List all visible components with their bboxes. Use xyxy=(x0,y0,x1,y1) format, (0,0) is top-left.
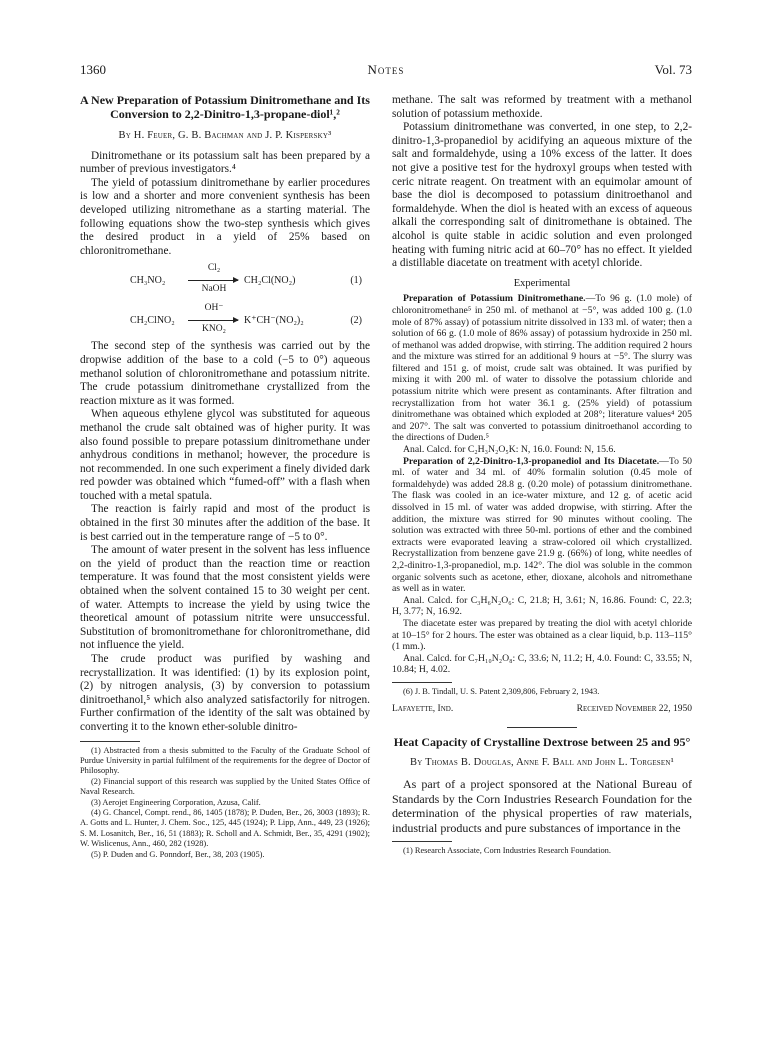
footnote-rule xyxy=(392,682,452,683)
equation-rhs: K⁺CH⁻(NO₂)₂ xyxy=(244,315,304,327)
procedure-title: Preparation of 2,2-Dinitro-1,3-propanediol and Its Diacetate. xyxy=(403,455,660,467)
right-column xyxy=(392,94,692,856)
paragraph: The reaction is fairly rapid and most of the product is obtained in the first 30 minutes after the addition of the base. It is best carried out in the temperature range of −5 to 0°. xyxy=(80,503,370,543)
paragraph: methane. The salt was reformed by treatment with a methanol solution of potassium methoxide. xyxy=(392,94,692,120)
footnote-rule xyxy=(80,741,140,742)
reaction-arrow xyxy=(188,280,238,281)
article-authors: By Thomas B. Douglas, Anne F. Ball and John L. Torgesen¹ xyxy=(410,757,674,769)
procedure-text: —To 50 ml. of water and 34 ml. of 40% formalin solution (0.45 mole of formaldehyde) was added 28.8 g. (0.20 mole) of potassium dinitromethane. The flask was cooled in an ice-water mixture, and 12 g. of acetic acid dissolved in 15 ml. of water was added dropwise, with stirring. After the addition, the mixture was stirred for 90 minutes without cooling. The solution was extracted with three 50-ml. portions of ether and the combined extracts were evaporated leaving a straw-colored oil which crystallized. Recrystallization from benzene gave 21.9 g. (66%) of long, white needles of 2,2-dinitro-1,3-propanediol, m.p. 142°. The diol was soluble in the common organic solvents such as acetone, ether, dioxane, alcohols and nitromethane as well as in water. xyxy=(392,455,693,595)
equation-lhs: CH₂ClNO₂ xyxy=(130,315,175,327)
equation-reagent: NaOH xyxy=(201,284,227,295)
equation-reagent: OH⁻ xyxy=(204,303,224,314)
paragraph: The second step of the synthesis was carried out by the dropwise addition of the base to a cold (−5 to 0°) aqueous methanol solution of chloronitromethane and potassium nitrite. The crude potassium dinitromethane crystallized from the reaction mixture as it was formed. xyxy=(80,340,370,407)
footnote: (3) Aerojet Engineering Corporation, Azusa, Calif. xyxy=(91,797,261,807)
location: Lafayette, Ind. xyxy=(392,704,454,715)
paragraph: The yield of potassium dinitromethane by earlier procedures is low and a shorter and more convenient synthesis has been developed utilizing nitromethane as a starting material. The following equations show the two-step synthesis which gives the desired product in a yield of 25% based on chloronitromethane. xyxy=(80,176,370,257)
footnote: (5) P. Duden and G. Ponndorf, Ber., 38, 203 (1905). xyxy=(91,849,265,859)
equation-lhs: CH₃NO₂ xyxy=(130,275,166,287)
footnote: (6) J. B. Tindall, U. S. Patent 2,309,806, February 2, 1943. xyxy=(403,686,600,696)
left-column xyxy=(80,94,370,860)
experimental-paragraph xyxy=(392,456,692,595)
footnote: (1) Abstracted from a thesis submitted to the Faculty of the Graduate School of Purdue University in partial fulfilment of the requirements for the degree of Doctor of Philosophy. xyxy=(80,745,370,776)
page-number: 1360 xyxy=(80,62,106,77)
reaction-arrow xyxy=(188,320,238,321)
paragraph: Potassium dinitromethane was converted, in one step, to 2,2-dinitro-1,3-propanediol by acidifying an aqueous mixture of the salt and formaldehyde, using a 10% excess of the latter. It does not give a positive test for the hydroxyl groups when tested with ceric nitrate reagent. On treatment with an equimolar amount of base the diol is decomposed to potassium dinitroethanol and formaldehyde. When the diol is heated with an excess of aqueous alkali the corresponding salt of dinitromethane is obtained. The alcohol is quite stable in acidic solution and even prolonged heating with fuming nitric acid at 60–70° has no effect. It yielded a distillable diacetate on treatment with acetyl chloride. xyxy=(392,121,692,270)
article-authors: By H. Feuer, G. B. Bachman and J. P. Kispersky³ xyxy=(118,130,332,141)
paragraph: When aqueous ethylene glycol was substituted for aqueous methanol the crude salt obtained was of higher purity. It was also found possible to prepare potassium dinitromethane under anhydrous conditions in methanol; however, the procedure is not recommended. In one such experiment a finely divided dark red powder was obtained which “fumed-off” with a flash when touched with a metal spatula. xyxy=(80,408,370,502)
running-header xyxy=(80,62,692,78)
paragraph: Dinitromethane or its potassium salt has been prepared by a number of previous investigators.⁴ xyxy=(80,149,370,176)
procedure-text: —To 96 g. (1.0 mole) of chloronitromethane⁵ in 250 ml. of methanol at −5°, was added 100 g. (1.0 mole of 87% assay) of potassium nitrite dissolved in 133 ml. of water; then a solution of 66 g. (1.0 mole of 86% assay) of potassium hydroxide in 250 ml. of methanol was added dropwise, with stirring. The addition required 2 hours and the mixture was stirred for an additional 9 hours at −5°. The slurry was filtered and 151 g. of moist, crude salt was obtained. It was purified by mixing it with 200 ml. of water to dissolve the potassium chloride and potassium nitrite which were present as contaminants. After filtration and recrystallization from hot water 36.1 g. (25% yield) of potassium dinitromethane was obtained which exploded at 208°; literature values⁴ 205 and 207°. The salt was converted to potassium dinitroethanol according to the directions of Duden.⁵ xyxy=(392,293,692,444)
equation-rhs: CH₂Cl(NO₂) xyxy=(244,275,296,287)
paragraph: The amount of water present in the solvent has less influence on the yield of product than the reaction time or reaction temperature. It was found that the most consistent yields were obtained when the solvent contained 15 to 30 weight per cent. of water. Attempts to increase the yield by using twice the theoretical amount of potassium nitrite were unsuccessful. Substitution of bromonitromethane for chloronitromethane, did not influence the yield. xyxy=(80,544,370,652)
equation-number: (1) xyxy=(350,275,362,287)
analysis-line: Anal. Calcd. for C₇H₁₀N₂O₈: C, 33.6; N, 11.2; H, 4.0. Found: C, 33.55; N, 10.84; H, 4.02. xyxy=(392,652,692,676)
volume-number: Vol. 73 xyxy=(654,62,692,77)
footnote: (1) Research Associate, Corn Industries Research Foundation. xyxy=(403,846,611,855)
section-title: Notes xyxy=(367,62,405,77)
equation-1 xyxy=(80,260,370,298)
footnote: (2) Financial support of this research was supplied by the United States Office of Naval Research. xyxy=(80,776,370,797)
signature-line xyxy=(392,703,692,717)
procedure-title: Preparation of Potassium Dinitromethane. xyxy=(403,293,586,305)
equation-number: (2) xyxy=(350,315,362,327)
analysis-line: Anal. Calcd. for C₃H₆N₂O₆: C, 21.8; H, 3.61; N, 16.86. Found: C, 22.3; H, 3.77; N, 16.92. xyxy=(392,594,692,618)
article-title: Heat Capacity of Crystalline Dextrose between 25 and 95° xyxy=(393,734,691,749)
equation-2 xyxy=(80,300,370,338)
equation-reagent: Cl₂ xyxy=(207,263,221,274)
experimental-section xyxy=(392,293,692,676)
experimental-heading: Experimental xyxy=(513,277,571,289)
paragraph: The crude product was purified by washing and recrystallization. It was identified: (1) by its explosion point, (2) by nitrogen analysis, (3) by conversion to potassium dinitroethanol,⁵ which also analyzed satisfactorily for nitrogen. Further confirmation of the identity of the salt was obtained by converting it to the known ether-soluble dinitro- xyxy=(80,653,370,733)
footnote-rule xyxy=(392,841,452,842)
paragraph: As part of a project sponsored at the National Bureau of Standards by the Corn Industries Research Foundation for the determination of the physical properties of raw materials, industrial products and pure substances of importance in the xyxy=(392,777,692,835)
received-date: Received November 22, 1950 xyxy=(576,704,692,715)
footnote: (4) G. Chancel, Compt. rend., 86, 1405 (1878); P. Duden, Ber., 26, 3003 (1893); R. A. Gotts and L. Hunter, J. Chem. Soc., 125, 445 (1924); P. Lipp, Ann., 449, 23 (1926); S. M. Losanitch, Ber., 16, 51 (1883); R. Scholl and A. Schmidt, Ber., 35, 4291 (1902); W. Wislicenus, Ann., 460, 282 (1928). xyxy=(80,808,370,849)
analysis-line: Anal. Calcd. for C₂H₃N₂O₅K: N, 16.0. Found: N, 15.6. xyxy=(403,444,616,456)
article-title: A New Preparation of Potassium Dinitromethane and Its Conversion to 2,2-Dinitro-1,3-propane-diol¹,² xyxy=(80,93,370,121)
article-separator xyxy=(507,727,577,728)
equation-reagent: KNO₂ xyxy=(202,324,226,335)
experimental-paragraph xyxy=(392,293,692,444)
experimental-paragraph: The diacetate ester was prepared by treating the diol with acetyl chloride at 10–15° for 2 hours. The ester was obtained as a clear liquid, b.p. 113–115° (1 mm.). xyxy=(392,617,692,653)
